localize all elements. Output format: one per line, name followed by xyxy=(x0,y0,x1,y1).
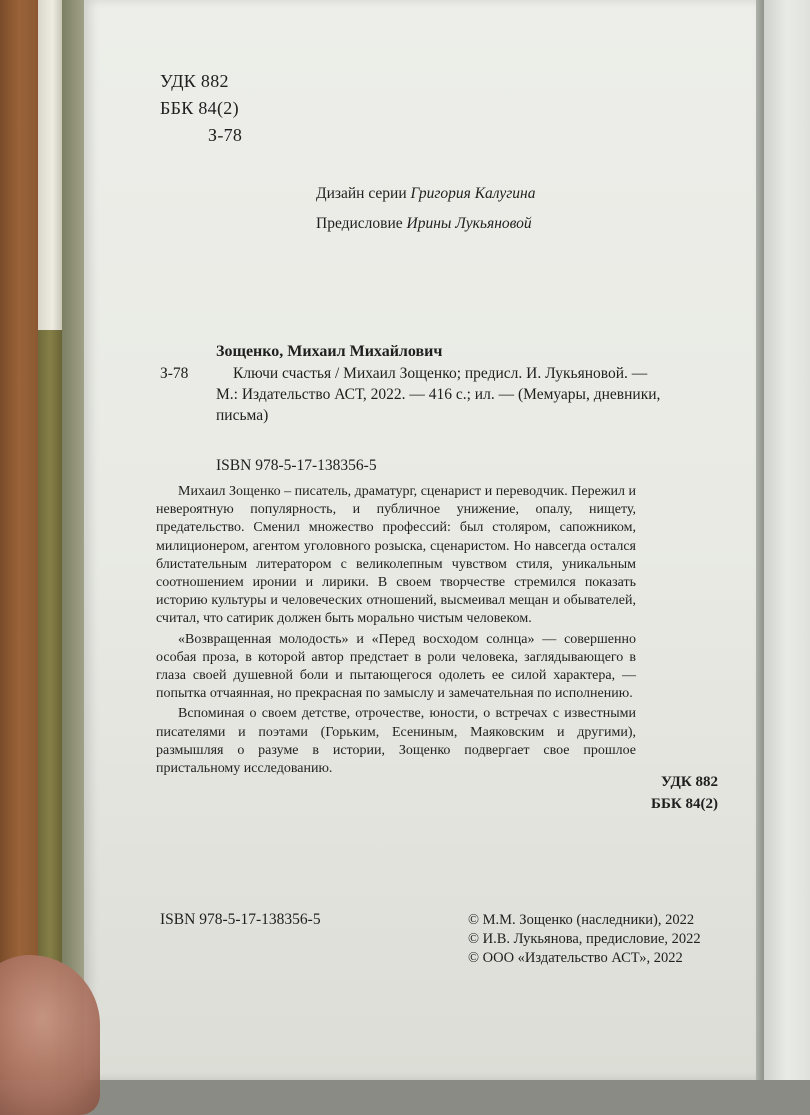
preface-author-name: Ирины Лукьяновой xyxy=(406,215,532,232)
catalog-line: Ключи счастья / Михаил Зощенко; предисл. И. Лукьяновой. — xyxy=(233,365,648,382)
footer-isbn: ISBN 978-5-17-138356-5 xyxy=(160,911,321,928)
book-cover-edge xyxy=(62,0,86,1080)
udk-code-bottom: УДК 882 xyxy=(661,774,718,790)
annotation-paragraph: Вспоминая о своем детстве, отрочестве, юности, о встречах с известными писателями и поэтами (Горьким, Есениным, Маяковским и другими), размышляя о разуме в истории, Зощенко подвергает свое прошлое пристальному исследованию. xyxy=(156,706,636,777)
catalog-author: Зощенко, Михаил Михайлович xyxy=(216,343,443,360)
annotation xyxy=(156,483,636,778)
facing-page-edge xyxy=(764,0,810,1080)
series-design-credit xyxy=(316,185,535,203)
copyright-line: © М.М. Зощенко (наследники), 2022 xyxy=(468,912,695,928)
udk-code: УДК 882 xyxy=(160,71,229,91)
copyright-line: © И.В. Лукьянова, предисловие, 2022 xyxy=(468,931,701,947)
author-mark: З-78 xyxy=(208,125,243,145)
bbk-code-bottom: ББК 84(2) xyxy=(651,796,718,812)
designer-name: Григория Калугина xyxy=(410,185,536,202)
annotation-paragraph: Михаил Зощенко – писатель, драматург, сценарист и переводчик. Пережил и невероятную популярность, и публичное унижение, опалу, нищету, предательство. Сменил множество профессий: был столяром, сапожником, милиционером, агентом уголовного розыска, сценаристом. Но навсегда остался блистательным литератором с великолепным чувством стиля, уникальным соотношением иронии и лирики. В своем творчестве стремился показать историю культуры и человеческих отношений, высмеивал мещан и обывателей, считал, что сатирик должен быть морально чистым человеком. xyxy=(156,484,636,627)
catalog-line: М.: Издательство АСТ, 2022. — 416 с.; ил. — (Мемуары, дневники, xyxy=(216,386,661,403)
catalog-mark: З-78 xyxy=(160,365,189,382)
preface-prefix: Предисловие xyxy=(316,215,403,232)
annotation-paragraph: «Возвращенная молодость» и «Перед восходом солнца» — совершенно особая проза, в которой автор предстает в роли человека, заглядывающего в глаза своей душевной боли и пытающегося одолеть ее силой характера, — попытка отчаянная, но прекрасная по замыслу и замечательная по исполнению. xyxy=(156,631,636,702)
preface-credit xyxy=(316,215,532,233)
design-prefix: Дизайн серии xyxy=(316,185,407,202)
bbk-code: ББК 84(2) xyxy=(160,98,239,118)
copyright-line: © ООО «Издательство АСТ», 2022 xyxy=(468,950,683,966)
catalog-line: письма) xyxy=(216,407,269,424)
catalog-isbn: ISBN 978-5-17-138356-5 xyxy=(216,457,377,474)
